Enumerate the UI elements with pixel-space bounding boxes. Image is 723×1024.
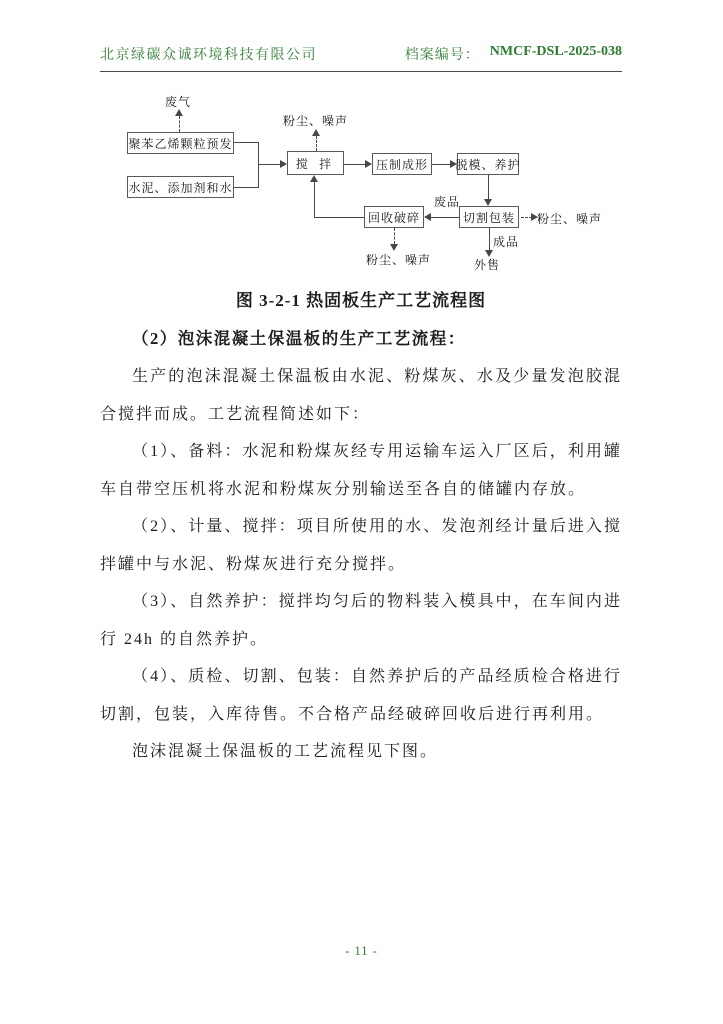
document-body <box>100 282 622 771</box>
process-flowchart <box>0 0 723 280</box>
connector-demold-cut <box>488 175 489 199</box>
connector-recycle-return-v <box>314 182 315 218</box>
arrow-dust-noise-cut <box>531 213 538 221</box>
paragraph-step-2: （2）、计量、搅拌：项目所使用的水、发泡剂经计量后进入搅拌罐中与水泥、粉煤灰进行充分搅拌。 <box>100 518 622 573</box>
figure-caption: 图 3-2-1 热固板生产工艺流程图 <box>235 291 487 310</box>
flow-node-stir: 搅 拌 <box>287 151 344 175</box>
flow-node-recycle: 回收破碎 <box>364 206 424 228</box>
label-sold-out: 外售 <box>474 258 501 272</box>
flow-node-press: 压制成形 <box>372 153 432 175</box>
arrow-cut-sold <box>485 250 493 257</box>
paragraph-outro: 泡沫混凝土保温板的工艺流程见下图。 <box>132 743 439 760</box>
connector-press-demold <box>432 164 450 165</box>
connector-psp-out <box>234 142 258 143</box>
flow-node-demold: 脱模、养护 <box>457 153 519 175</box>
label-finished-product: 成品 <box>493 235 520 249</box>
flow-node-psp: 聚苯乙烯颗粒预发 <box>127 132 234 154</box>
arrow-cut-recycle <box>424 213 431 221</box>
page-number: - 11 - <box>345 944 378 958</box>
arrow-dust-noise-recycle <box>390 244 398 251</box>
arrow-into-stir <box>280 160 287 168</box>
arrow-recycle-into-stir <box>310 175 318 182</box>
dashed-line-dust-noise-stir <box>316 136 317 151</box>
connector-cement-out <box>234 187 258 188</box>
arrow-demold-cut <box>484 199 492 206</box>
label-dust-noise-right: 粉尘、噪声 <box>537 212 603 226</box>
connector-cut-sold <box>489 228 490 250</box>
connector-cut-recycle <box>431 217 459 218</box>
arrow-up-dust-noise-stir <box>312 129 320 136</box>
label-dust-noise-bottom: 粉尘、噪声 <box>366 253 432 267</box>
flow-node-cement: 水泥、添加剂和水 <box>127 176 234 198</box>
dashed-line-dust-noise-recycle <box>394 228 395 244</box>
arrow-press-demold <box>450 160 457 168</box>
company-name: 北京绿碳众诚环境科技有限公司 <box>100 48 317 63</box>
flow-node-cut: 切割包装 <box>459 206 519 228</box>
connector-stir-press <box>344 164 365 165</box>
paragraph-step-3: （3）、自然养护：搅拌均匀后的物料装入模具中，在车间内进行 24h 的自然养护。 <box>100 593 622 648</box>
archive-label: 档案编号： <box>404 48 480 63</box>
archive-number: NMCF-DSL-2025-038 <box>489 44 622 59</box>
arrow-stir-press <box>365 160 372 168</box>
dashed-line-waste-gas <box>179 116 180 132</box>
label-waste-gas: 废气 <box>165 95 192 109</box>
connector-merge-vertical <box>258 142 259 188</box>
section-heading: （2）泡沫混凝土保温板的生产工艺流程： <box>132 329 466 348</box>
paragraph-intro: 生产的泡沫混凝土保温板由水泥、粉煤灰、水及少量发泡胶混合搅拌而成。工艺流程简述如下： <box>100 368 622 423</box>
arrow-up-waste-gas <box>175 109 183 116</box>
paragraph-step-4: （4）、质检、切割、包装：自然养护后的产品经质检合格进行切割，包装，入库待售。不合格产品经破碎回收后进行再利用。 <box>100 668 622 723</box>
paragraph-step-1: （1）、备料：水泥和粉煤灰经专用运输车运入厂区后，利用罐车自带空压机将水泥和粉煤灰分别输送至各自的储罐内存放。 <box>100 443 622 498</box>
page-footer <box>0 944 723 959</box>
connector-into-stir <box>258 164 280 165</box>
label-dust-noise-top: 粉尘、噪声 <box>283 114 349 128</box>
label-scrap: 废品 <box>434 195 461 209</box>
connector-recycle-return-h <box>314 217 364 218</box>
